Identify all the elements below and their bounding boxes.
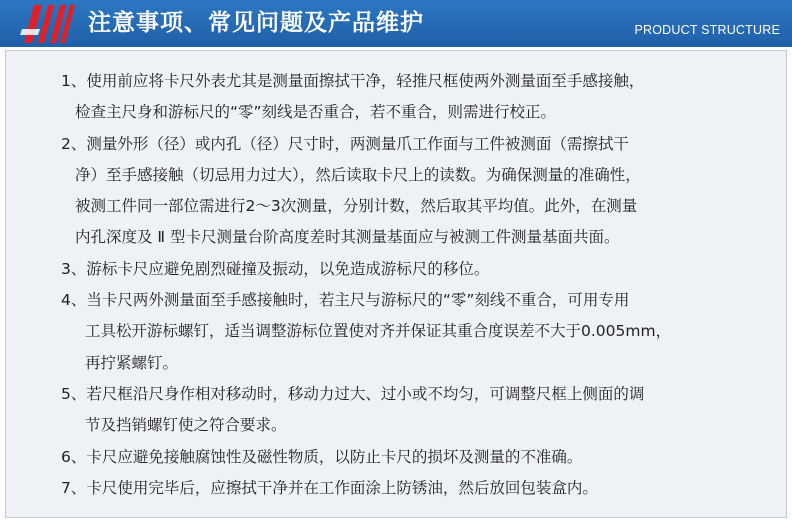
- list-item-first-line: 1、使用前应将卡尺外表尤其是测量面擦拭干净，轻推尺框使两外测量面至手感接触，: [61, 72, 645, 90]
- list-item: [61, 285, 751, 379]
- list-item-first-line: 2、测量外形（径）或内孔（径）尺寸时，两测量爪工作面与工件被测面（需擦拭干: [61, 134, 629, 153]
- list-item-continuation-line: 再拧紧螺钉。: [85, 353, 179, 372]
- list-item: [61, 66, 751, 129]
- list-item-continuation-line: 节及挡销螺钉使之符合要求。: [85, 416, 287, 435]
- list-item-first-line: 6、卡尺应避免接触腐蚀性及磁性物质，以防止卡尺的损坏及测量的不准确。: [61, 447, 583, 466]
- header-bar: [0, 0, 792, 47]
- list-item-first-line: 3、游标卡尺应避免剧烈碰撞及振动，以免造成游标尺的移位。: [61, 259, 490, 278]
- list-item-first-line: 4、当卡尺两外测量面至手感接触时，若主尺与游标尺的“零”刻线不重合，可用专用: [61, 291, 630, 310]
- red-slanted-bars-logo-icon: [20, 5, 78, 43]
- notes-panel: [5, 50, 787, 518]
- list-item-continuation-line: 被测工件同一部位需进行2～3次测量，分别计数，然后取其平均值。此外，在测量: [75, 197, 638, 216]
- list-item: [61, 129, 751, 254]
- list-item-continuation-line: 检查主尺身和游标尺的“零”刻线是否重合，若不重合，则需进行校正。: [75, 103, 557, 122]
- list-item: [61, 379, 751, 442]
- list-item-continuation-line: 净）至手感接触（切忌用力过大），然后读取卡尺上的读数。为确保测量的准确性，: [75, 165, 641, 184]
- list-item-continuation-line: 内孔深度及 Ⅱ 型卡尺测量台阶高度差时其测量基面应与被测工件测量基面共面。: [75, 228, 620, 247]
- list-item: [61, 254, 751, 285]
- list-item: [61, 442, 751, 473]
- list-item-first-line: 7、卡尺使用完毕后，应擦拭干净并在工作面涂上防锈油，然后放回包装盒内。: [61, 478, 598, 497]
- page-title: 注意事项、常见问题及产品维护: [88, 10, 424, 36]
- list-item-first-line: 5、若尺框沿尺身作相对移动时，移动力过大、过小或不均匀，可调整尺框上侧面的调: [61, 385, 645, 403]
- list-item-continuation-line: 工具松开游标螺钉，适当调整游标位置使对齐并保证其重合度误差不大于0.005mm，: [85, 322, 672, 341]
- list-item: [61, 473, 751, 504]
- section-subtitle: PRODUCT STRUCTURE: [634, 23, 780, 37]
